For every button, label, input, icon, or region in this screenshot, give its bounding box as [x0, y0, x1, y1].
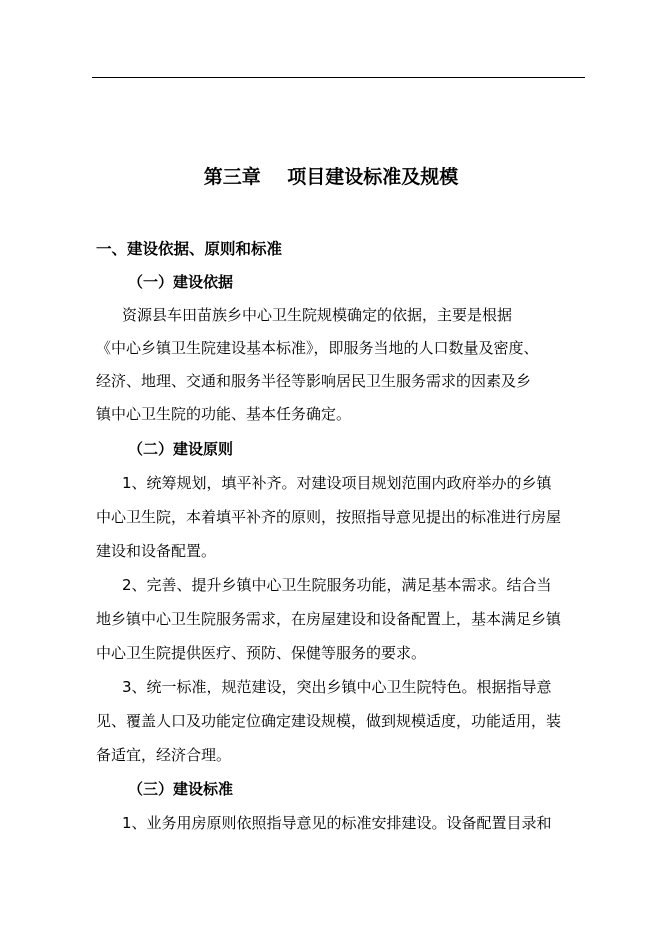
- section-heading: 一、建设依据、原则和标准: [96, 240, 283, 258]
- paragraph-line: 中心卫生院提供医疗、预防、保健等服务的要求。: [96, 644, 427, 662]
- subsection-heading-basis: （一）建设依据: [128, 273, 234, 291]
- paragraph-line: 资源县车田苗族乡中心卫生院规模确定的依据，主要是根据: [122, 306, 513, 324]
- paragraph-line: 2、完善、提升乡镇中心卫生院服务功能，满足基本需求。结合当: [122, 576, 552, 594]
- paragraph-line: 《中心乡镇卫生院建设基本标准》，即服务当地的人口数量及密度、: [96, 339, 539, 357]
- header-rule: [92, 77, 585, 78]
- subsection-heading-principles: （二）建设原则: [128, 440, 234, 458]
- subsection-heading-standards: （三）建设标准: [128, 780, 234, 798]
- paragraph-line: 经济、地理、交通和服务半径等影响居民卫生服务需求的因素及乡: [96, 372, 532, 390]
- chapter-title: 第三章 项目建设标准及规模: [203, 166, 459, 188]
- paragraph-line: 3、统一标准，规范建设，突出乡镇中心卫生院特色。根据指导意: [122, 678, 552, 696]
- paragraph-line: 见、覆盖人口及功能定位确定建设规模，做到规模适度，功能适用，装: [96, 712, 562, 730]
- paragraph-line: 1、业务用房原则依照指导意见的标准安排建设。设备配置目录和: [122, 814, 552, 832]
- paragraph-line: 地乡镇中心卫生院服务需求，在房屋建设和设备配置上，基本满足乡镇: [96, 610, 562, 628]
- paragraph-line: 镇中心卫生院的功能、基本任务确定。: [96, 405, 352, 423]
- paragraph-line: 中心卫生院，本着填平补齐的原则，按照指导意见提出的标准进行房屋: [96, 508, 562, 526]
- paragraph-line: 1、统筹规划，填平补齐。对建设项目规划范围内政府举办的乡镇: [122, 474, 552, 492]
- paragraph-line: 备适宜，经济合理。: [96, 746, 232, 764]
- paragraph-line: 建设和设备配置。: [96, 542, 217, 560]
